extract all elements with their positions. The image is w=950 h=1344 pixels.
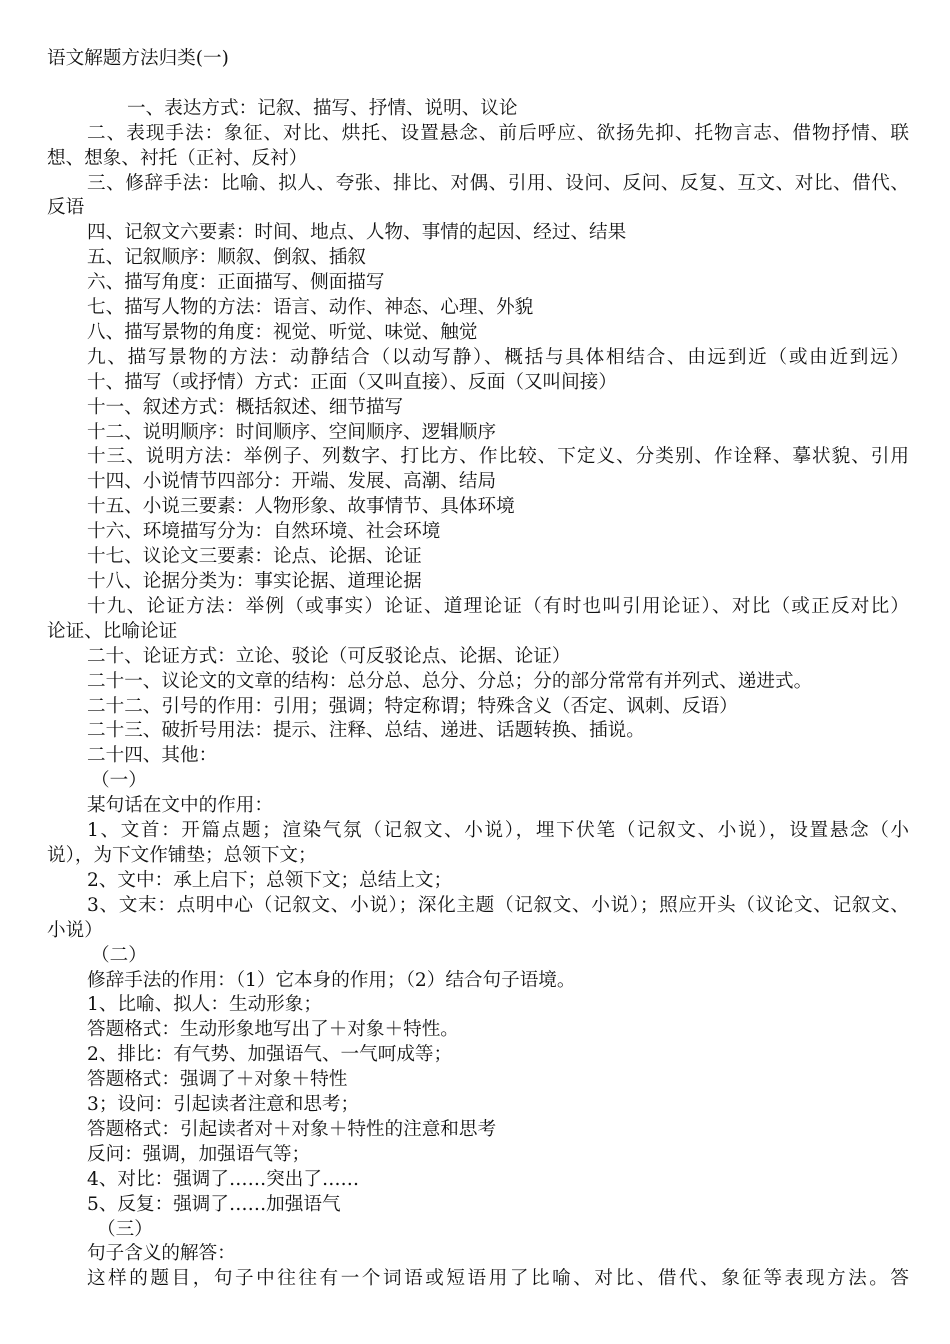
section-marker: （一）: [91, 770, 147, 792]
text-line: 十八、论据分类为：事实论据、道理论据: [87, 571, 422, 593]
text-line: 5、反复：强调了……加强语气: [87, 1193, 341, 1215]
text-line: 答题格式：强调了＋对象＋特性: [87, 1069, 348, 1091]
text-line: 十六、环境描写分为：自然环境、社会环境: [87, 521, 441, 543]
text-line: 二十三、破折号用法：提示、注释、总结、递进、话题转换、插说。: [87, 720, 645, 742]
text-line: 十二、说明顺序：时间顺序、空间顺序、逻辑顺序: [87, 421, 497, 443]
section-marker: （二）: [91, 944, 147, 966]
text-line: 答题格式：生动形象地写出了＋对象＋特性。: [87, 1019, 459, 1041]
text-line: 二十一、议论文的文章的结构：总分总、总分、分总；分的部分常常有并列式、递进式。: [87, 670, 813, 692]
text-line: 1、比喻、拟人：生动形象；: [87, 994, 322, 1016]
text-line: 4、对比：强调了……突出了……: [87, 1168, 360, 1190]
text-line: 反问：强调，加强语气等；: [87, 1143, 311, 1165]
text-line: 五、记叙顺序：顺叙、倒叙、插叙: [87, 247, 366, 269]
text-line: 十七、议论文三要素：论点、论据、论证: [87, 546, 422, 568]
document-page: [47, 47, 909, 1292]
text-line: 八、描写景物的角度：视觉、听觉、味觉、触觉: [87, 321, 478, 343]
text-line: 3、文末：点明中心（记叙文、小说）；深化主题（记叙文、小说）；照应开头（议论文、记叙文、: [87, 894, 909, 916]
text-line: 四、记叙文六要素：时间、地点、人物、事情的起因、经过、结果: [87, 222, 627, 244]
text-line: 三、修辞手法：比喻、拟人、夸张、排比、对偶、引用、设问、反问、反复、互文、对比、借代、: [87, 172, 909, 194]
text-line: 想、想象、衬托（正衬、反衬）: [47, 147, 308, 169]
text-line: 说），为下文作铺垫；总领下文；: [47, 844, 317, 866]
text-line: 十、描写（或抒情）方式：正面（又叫直接）、反面（又叫间接）: [87, 371, 617, 393]
text-line: 十一、叙述方式：概括叙述、细节描写: [87, 396, 404, 418]
text-line: 二十四、其他：: [87, 745, 218, 767]
text-line: 小说）: [47, 919, 103, 941]
text-line: 九、描写景物的方法：动静结合（以动写静）、概括与具体相结合、由远到近（或由近到远）: [87, 346, 909, 368]
text-line: 2、排比：有气势、加强语气、一气呵成等；: [87, 1044, 453, 1066]
text-line: 2、文中：承上启下；总领下文；总结上文；: [87, 869, 453, 891]
text-line: 二十、论证方式：立论、驳论（可反驳论点、论据、论证）: [87, 645, 571, 667]
text-line: 二、表现手法：象征、对比、烘托、设置悬念、前后呼应、欲扬先抑、托物言志、借物抒情、联: [87, 122, 909, 144]
blank-line: [47, 72, 909, 97]
text-line: 某句话在文中的作用：: [87, 795, 273, 817]
text-line: 论证、比喻论证: [47, 620, 178, 642]
text-line: 二十二、引号的作用：引用；强调；特定称谓；特殊含义（否定、讽刺、反语）: [87, 695, 738, 717]
text-line: 3；设问：引起读者注意和思考；: [87, 1094, 360, 1116]
section-marker: （三）: [97, 1218, 153, 1240]
text-line: 十九、论证方法：举例（或事实）论证、道理论证（有时也叫引用论证）、对比（或正反对比）: [87, 595, 909, 617]
text-line: 1、文首：开篇点题；渲染气氛（记叙文、小说），埋下伏笔（记叙文、小说），设置悬念（小: [87, 820, 909, 842]
text-line: 七、描写人物的方法：语言、动作、神态、心理、外貌: [87, 297, 534, 319]
text-line: 十四、小说情节四部分：开端、发展、高潮、结局: [87, 471, 497, 493]
document-title: 语文解题方法归类(一): [47, 48, 229, 69]
text-line: 修辞手法的作用：（1）它本身的作用；（2）结合句子语境。: [87, 969, 576, 991]
text-line: 反语: [47, 197, 85, 219]
text-line: 一、表达方式：记叙、描写、抒情、说明、议论: [127, 97, 518, 119]
text-line: 六、描写角度：正面描写、侧面描写: [87, 272, 385, 294]
text-line: 句子含义的解答：: [87, 1243, 236, 1265]
text-line: 这样的题目，句子中往往有一个词语或短语用了比喻、对比、借代、象征等表现方法。答: [87, 1268, 909, 1290]
text-line: 答题格式：引起读者对＋对象＋特性的注意和思考: [87, 1118, 497, 1140]
text-line: 十五、小说三要素：人物形象、故事情节、具体环境: [87, 496, 515, 518]
text-line: 十三、说明方法：举例子、列数字、打比方、作比较、下定义、分类别、作诠释、摹状貌、引用: [87, 446, 909, 468]
